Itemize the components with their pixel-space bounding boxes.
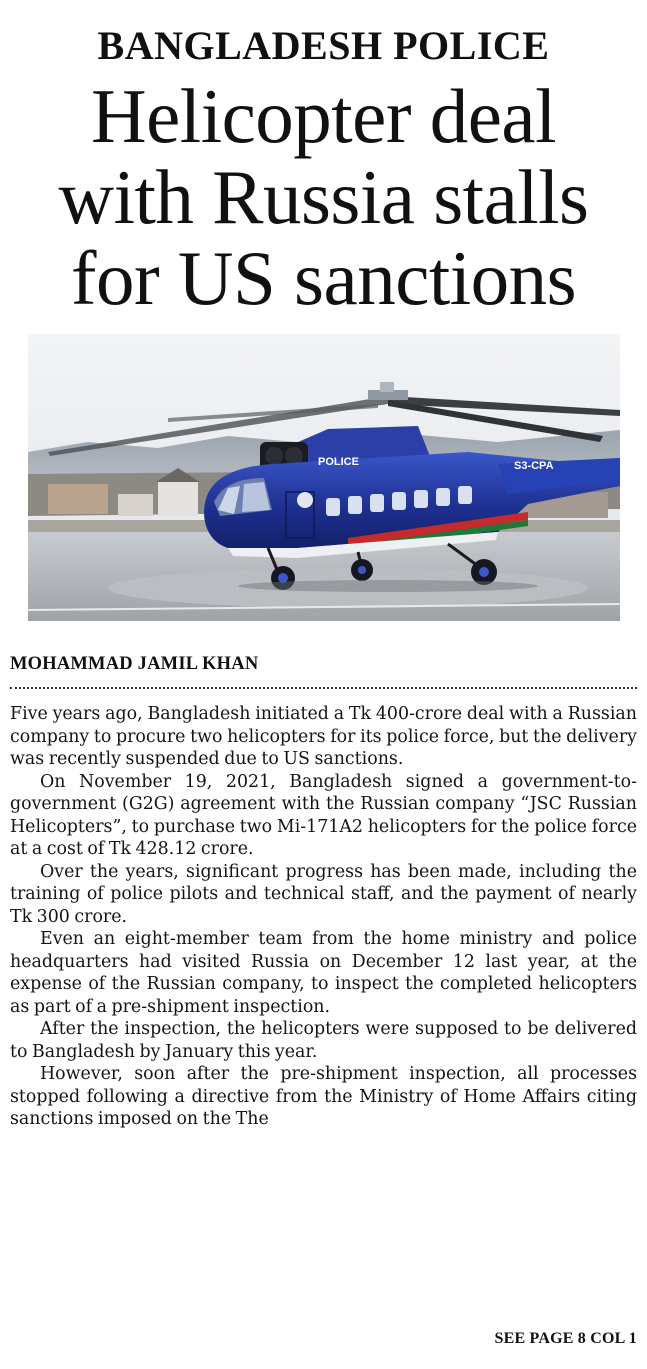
dotted-divider [10,687,637,689]
headline-line-1: Helicopter deal [91,73,556,159]
headline [10,73,637,321]
paragraph: Five years ago, Bangladesh initiated a Tk 400-crore deal with a Russian company to procure two helicopters for its police force, but the delivery was recently suspended due to US sanctions. [10,704,637,769]
article-body [10,703,637,1131]
paragraph: Over the years, significant progress has been made, including the training of police pilots and technical staff, and the payment of nearly Tk 300 crore. [10,861,637,927]
byline: MOHAMMAD JAMIL KHAN [10,654,259,674]
paragraph: However, soon after the pre-shipment inspection, all processes stopped following a directive from the Ministry of Home Affairs citing sanctions imposed on the The [10,1064,637,1129]
section-kicker: BANGLADESH POLICE [97,23,550,68]
registration-text: S3-CPA [514,460,554,472]
helicopter-photo [28,334,620,621]
paragraph: On November 19, 2021, Bangladesh signed a government-to-government (G2G) agreement with the Russian company “JSC Russian Helicopters”, to purchase two Mi-171A2 helicopters for the police force at a cost of Tk 428.12 crore. [10,771,637,859]
continued-on-link[interactable]: SEE PAGE 8 COL 1 [494,1330,637,1347]
headline-line-2: with Russia stalls [58,154,589,240]
paragraph: After the inspection, the helicopters were supposed to be delivered to Bangladesh by January this year. [10,1019,637,1062]
fuselage-police-text: POLICE [318,456,359,468]
headline-line-3: for US sanctions [70,235,577,321]
paragraph: Even an eight-member team from the home ministry and police headquarters had visited Russia on December 12 last year, at the expense of the Russian company, to inspect the completed helicopters as part of a pre-shipment inspection. [10,929,637,1017]
